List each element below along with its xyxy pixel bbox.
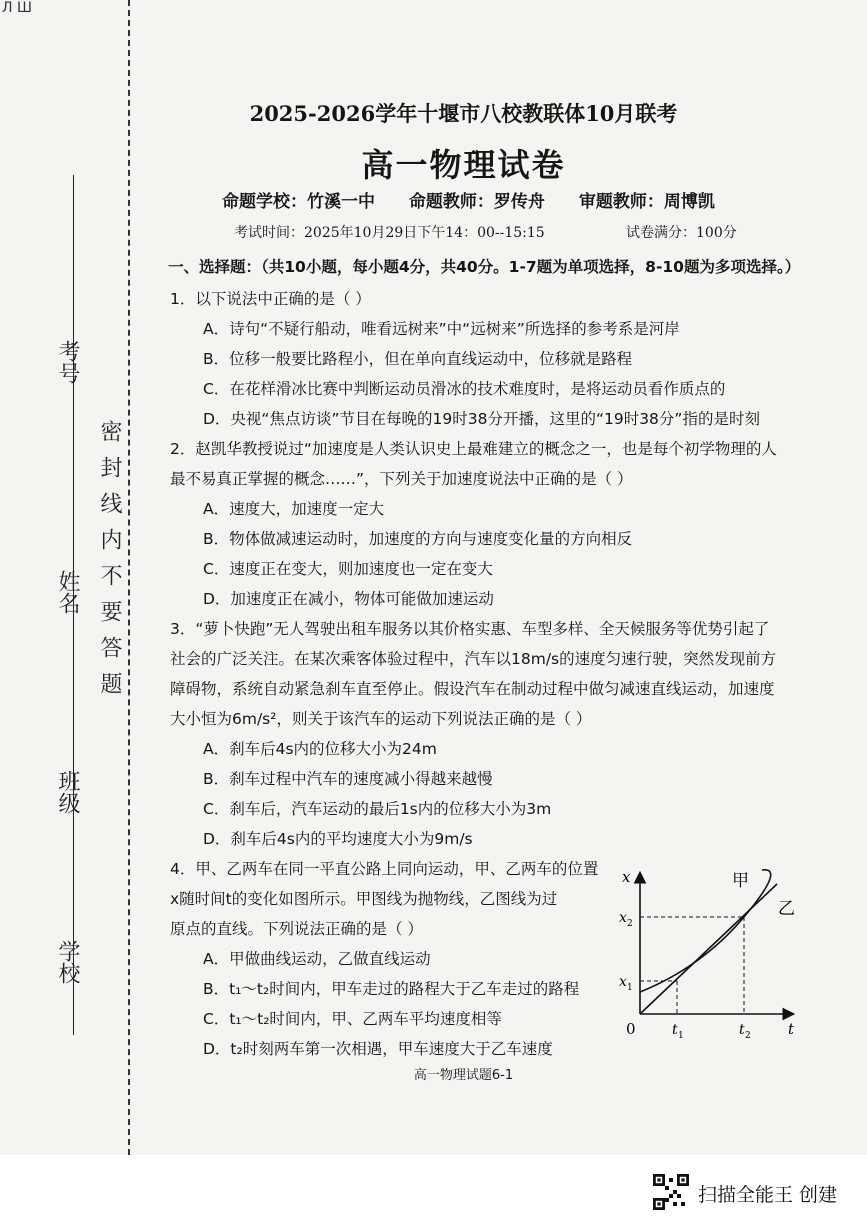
question-1-stem: 1．以下说法中正确的是（ ） (170, 290, 371, 308)
question-4-option-c: C．t₁～t₂时间内，甲、乙两车平均速度相等 (203, 1010, 502, 1028)
x2-label: x (619, 910, 627, 926)
question-1-option-d: D．央视“焦点访谈”节目在每晚的19时38分开播，这里的“19时38分”指的是时刻 (203, 410, 760, 428)
question-1-option-c: C．在花样滑冰比赛中判断运动员滑冰的技术难度时，是将运动员看作质点的 (203, 380, 726, 398)
line-yi (640, 884, 777, 1014)
question-2-stem-line-1: 2．赵凯华教授说过“加速度是人类认识史上最难建立的概念之一，也是每个初学物理的人 (170, 440, 777, 458)
x1-subscript: 1 (627, 983, 633, 993)
label-exam-number: 考号 (55, 340, 80, 384)
x-axis-label: t (788, 1020, 795, 1038)
question-2-stem-line-2: 最不易真正掌握的概念……”，下列关于加速度说法中正确的是（ ） (170, 470, 633, 488)
question-4-stem-line-3: 原点的直线。下列说法正确的是（ ） (170, 920, 423, 938)
exam-title: 2025-2026学年十堰市八校教联体10月联考 (249, 101, 678, 126)
label-name: 姓名 (55, 570, 80, 614)
question-2-option-b: B．物体做减速运动时，加速度的方向与速度变化量的方向相反 (203, 530, 633, 548)
question-4-stem-line-1: 4．甲、乙两车在同一平直公路上同向运动，甲、乙两车的位置 (170, 860, 599, 878)
section-heading: 一、选择题：（共10小题，每小题4分，共40分。1-7题为单项选择，8-10题为多项选择。） (168, 258, 801, 276)
setter-school: 命题学校：竹溪一中 (222, 192, 375, 212)
qr-code-icon (653, 1174, 689, 1210)
question-2-option-a: A．速度大，加速度一定大 (203, 500, 385, 518)
paper-title: 高一物理试卷 (361, 146, 566, 184)
origin-label: 0 (626, 1020, 636, 1038)
page-footer: 高一物理试题6-1 (413, 1068, 514, 1083)
question-1-option-b: B．位移一般要比路程小，但在单向直线运动中，位移就是路程 (203, 350, 633, 368)
label-jia: 甲 (732, 871, 749, 891)
full-score: 试卷满分：100分 (626, 225, 737, 241)
t2-subscript: 2 (745, 1031, 751, 1041)
question-4-option-a: A．甲做曲线运动，乙做直线运动 (203, 950, 431, 968)
question-1-option-a: A．诗句“不疑行船动，唯看远树来”中“远树来”所选择的参考系是河岸 (203, 320, 680, 338)
question-4-option-d: D．t₂时刻两车第一次相遇，甲车速度大于乙车速度 (203, 1040, 553, 1058)
curve-jia (640, 870, 771, 992)
scanner-watermark: 扫描全能王 创建 (698, 1184, 838, 1206)
question-3-option-c: C．刹车后，汽车运动的最后1s内的位移大小为3m (203, 800, 552, 818)
question-3-stem-line-3: 障碍物，系统自动紧急刹车直至停止。假设汽车在制动过程中做匀减速直线运动，加速度 (170, 680, 775, 698)
question-2-option-c: C．速度正在变大，则加速度也一定在变大 (203, 560, 493, 578)
t1-label: t (672, 1022, 678, 1038)
reviewer-teacher: 审题教师：周博凯 (578, 192, 715, 212)
xt-graph (612, 862, 802, 1042)
question-3-option-a: A．刹车后4s内的位移大小为24m (203, 740, 437, 758)
t2-label: t (739, 1022, 745, 1038)
question-4-stem-line-2: x随时间t的变化如图所示。甲图线为抛物线，乙图线为过 (170, 890, 558, 908)
question-3-stem-line-1: 3．“萝卜快跑”无人驾驶出租车服务以其价格实惠、车型多样、全天候服务等优势引起了 (170, 620, 770, 638)
label-school: 学校 (55, 940, 80, 984)
label-class: 班级 (55, 770, 80, 814)
question-2-option-d: D．加速度正在减小，物体可能做加速运动 (203, 590, 494, 608)
staff-line (222, 187, 743, 212)
seal-warning: 密封线内不要答题 (97, 420, 122, 708)
question-3-stem-line-4: 大小恒为6m/s²，则关于该汽车的运动下列说法正确的是（ ） (170, 710, 592, 728)
question-3-option-d: D．刹车后4s内的平均速度大小为9m/s (203, 830, 473, 848)
corner-mark: Л Ш (2, 0, 32, 16)
setter-teacher: 命题教师：罗传舟 (408, 192, 545, 212)
question-4-option-b: B．t₁～t₂时间内，甲车走过的路程大于乙车走过的路程 (203, 980, 580, 998)
x1-label: x (619, 974, 627, 990)
exam-time: 考试时间：2025年10月29日下午14：00--15:15 (234, 225, 545, 241)
y-axis-label: x (622, 868, 631, 886)
label-yi: 乙 (778, 899, 795, 919)
question-3-stem-line-2: 社会的广泛关注。在某次乘客体验过程中，汽车以18m/s的速度匀速行驶，突然发现前方 (170, 650, 777, 668)
t1-subscript: 1 (678, 1031, 684, 1041)
question-3-option-b: B．刹车过程中汽车的速度减小得越来越慢 (203, 770, 493, 788)
x2-subscript: 2 (627, 919, 633, 929)
